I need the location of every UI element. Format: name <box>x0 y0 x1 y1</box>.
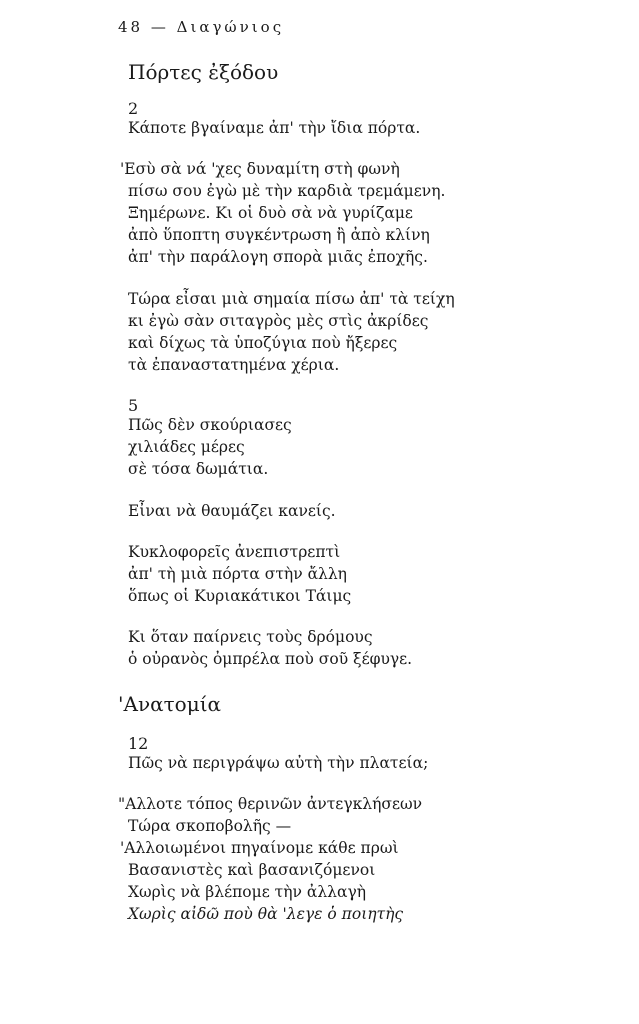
poem-line: Κάποτε βγαίναμε ἀπ' τὴν ἴδια πόρτα. <box>128 119 421 137</box>
section-title-anatomia: 'Ανατομία <box>118 692 222 716</box>
poem-line: Βασανιστὲς καὶ βασανιζόμενοι <box>128 861 376 879</box>
poem-line: ἀπ' τὴν παράλογη σπορὰ μιᾶς ἐποχῆς. <box>128 248 428 266</box>
poem-line: Ξημέρωνε. Κι οἱ δυὸ σὰ νὰ γυρίζαμε <box>128 204 413 222</box>
poem-line: Τώρα εἶσαι μιὰ σημαία πίσω ἀπ' τὰ τείχη <box>128 290 455 308</box>
poem-line: ὅπως οἱ Κυριακάτικοι Τάιμς <box>128 587 352 605</box>
poem-line: ὁ οὐρανὸς ὀμπρέλα ποὺ σοῦ ξέφυγε. <box>128 650 413 668</box>
poem-line: κι ἐγὼ σὰν σιταγρὸς μὲς στὶς ἀκρίδες <box>128 312 429 330</box>
poem-line: Πῶς δὲν σκούριασες <box>128 416 292 434</box>
section-title-portes-exodou: Πόρτες ἐξόδου <box>128 60 279 84</box>
poem-line: 'Εσὺ σὰ νά 'χες δυναμίτη στὴ φωνὴ <box>120 160 400 178</box>
poem-line: "Αλλοτε τόπος θερινῶν ἀντεγκλήσεων <box>118 795 423 813</box>
poem-line: σὲ τόσα δωμάτια. <box>128 460 269 478</box>
poem-line: Χωρὶς νὰ βλέπομε τὴν ἀλλαγὴ <box>128 883 366 901</box>
poem-line-italic: Χωρὶς αἰδῶ ποὺ θὰ 'λεγε ὁ ποιητὴς <box>128 905 404 923</box>
running-head: 48 — Διαγώνιος <box>118 18 285 36</box>
poem-line: ἀπὸ ὕποπτη συγκέντρωση ἢ ἀπὸ κλίνη <box>128 226 430 244</box>
poem-number: 12 <box>128 734 149 753</box>
poem-line: καὶ δίχως τὰ ὑποζύγια ποὺ ἤξερες <box>128 334 398 352</box>
poem-line: πίσω σου ἐγὼ μὲ τὴν καρδιὰ τρεμάμενη. <box>128 182 446 200</box>
poem-line: ἀπ' τὴ μιὰ πόρτα στὴν ἄλλη <box>128 565 347 583</box>
poem-line: Κυκλοφορεῖς ἀνεπιστρεπτὶ <box>128 543 341 561</box>
poem-line: Τώρα σκοποβολῆς — <box>128 817 292 835</box>
poem-number: 2 <box>128 99 139 118</box>
poem-line: 'Αλλοιωμένοι πηγαίνομε κάθε πρωὶ <box>120 839 399 857</box>
poem-number: 5 <box>128 396 139 415</box>
poem-line: Εἶναι νὰ θαυμάζει κανείς. <box>128 502 336 520</box>
poem-line: Πῶς νὰ περιγράψω αὐτὴ τὴν πλατεία; <box>128 754 429 772</box>
poem-line: Κι ὅταν παίρνεις τοὺς δρόμους <box>128 628 373 646</box>
poem-line: τὰ ἐπαναστατημένα χέρια. <box>128 356 340 374</box>
poem-line: χιλιάδες μέρες <box>128 438 245 456</box>
